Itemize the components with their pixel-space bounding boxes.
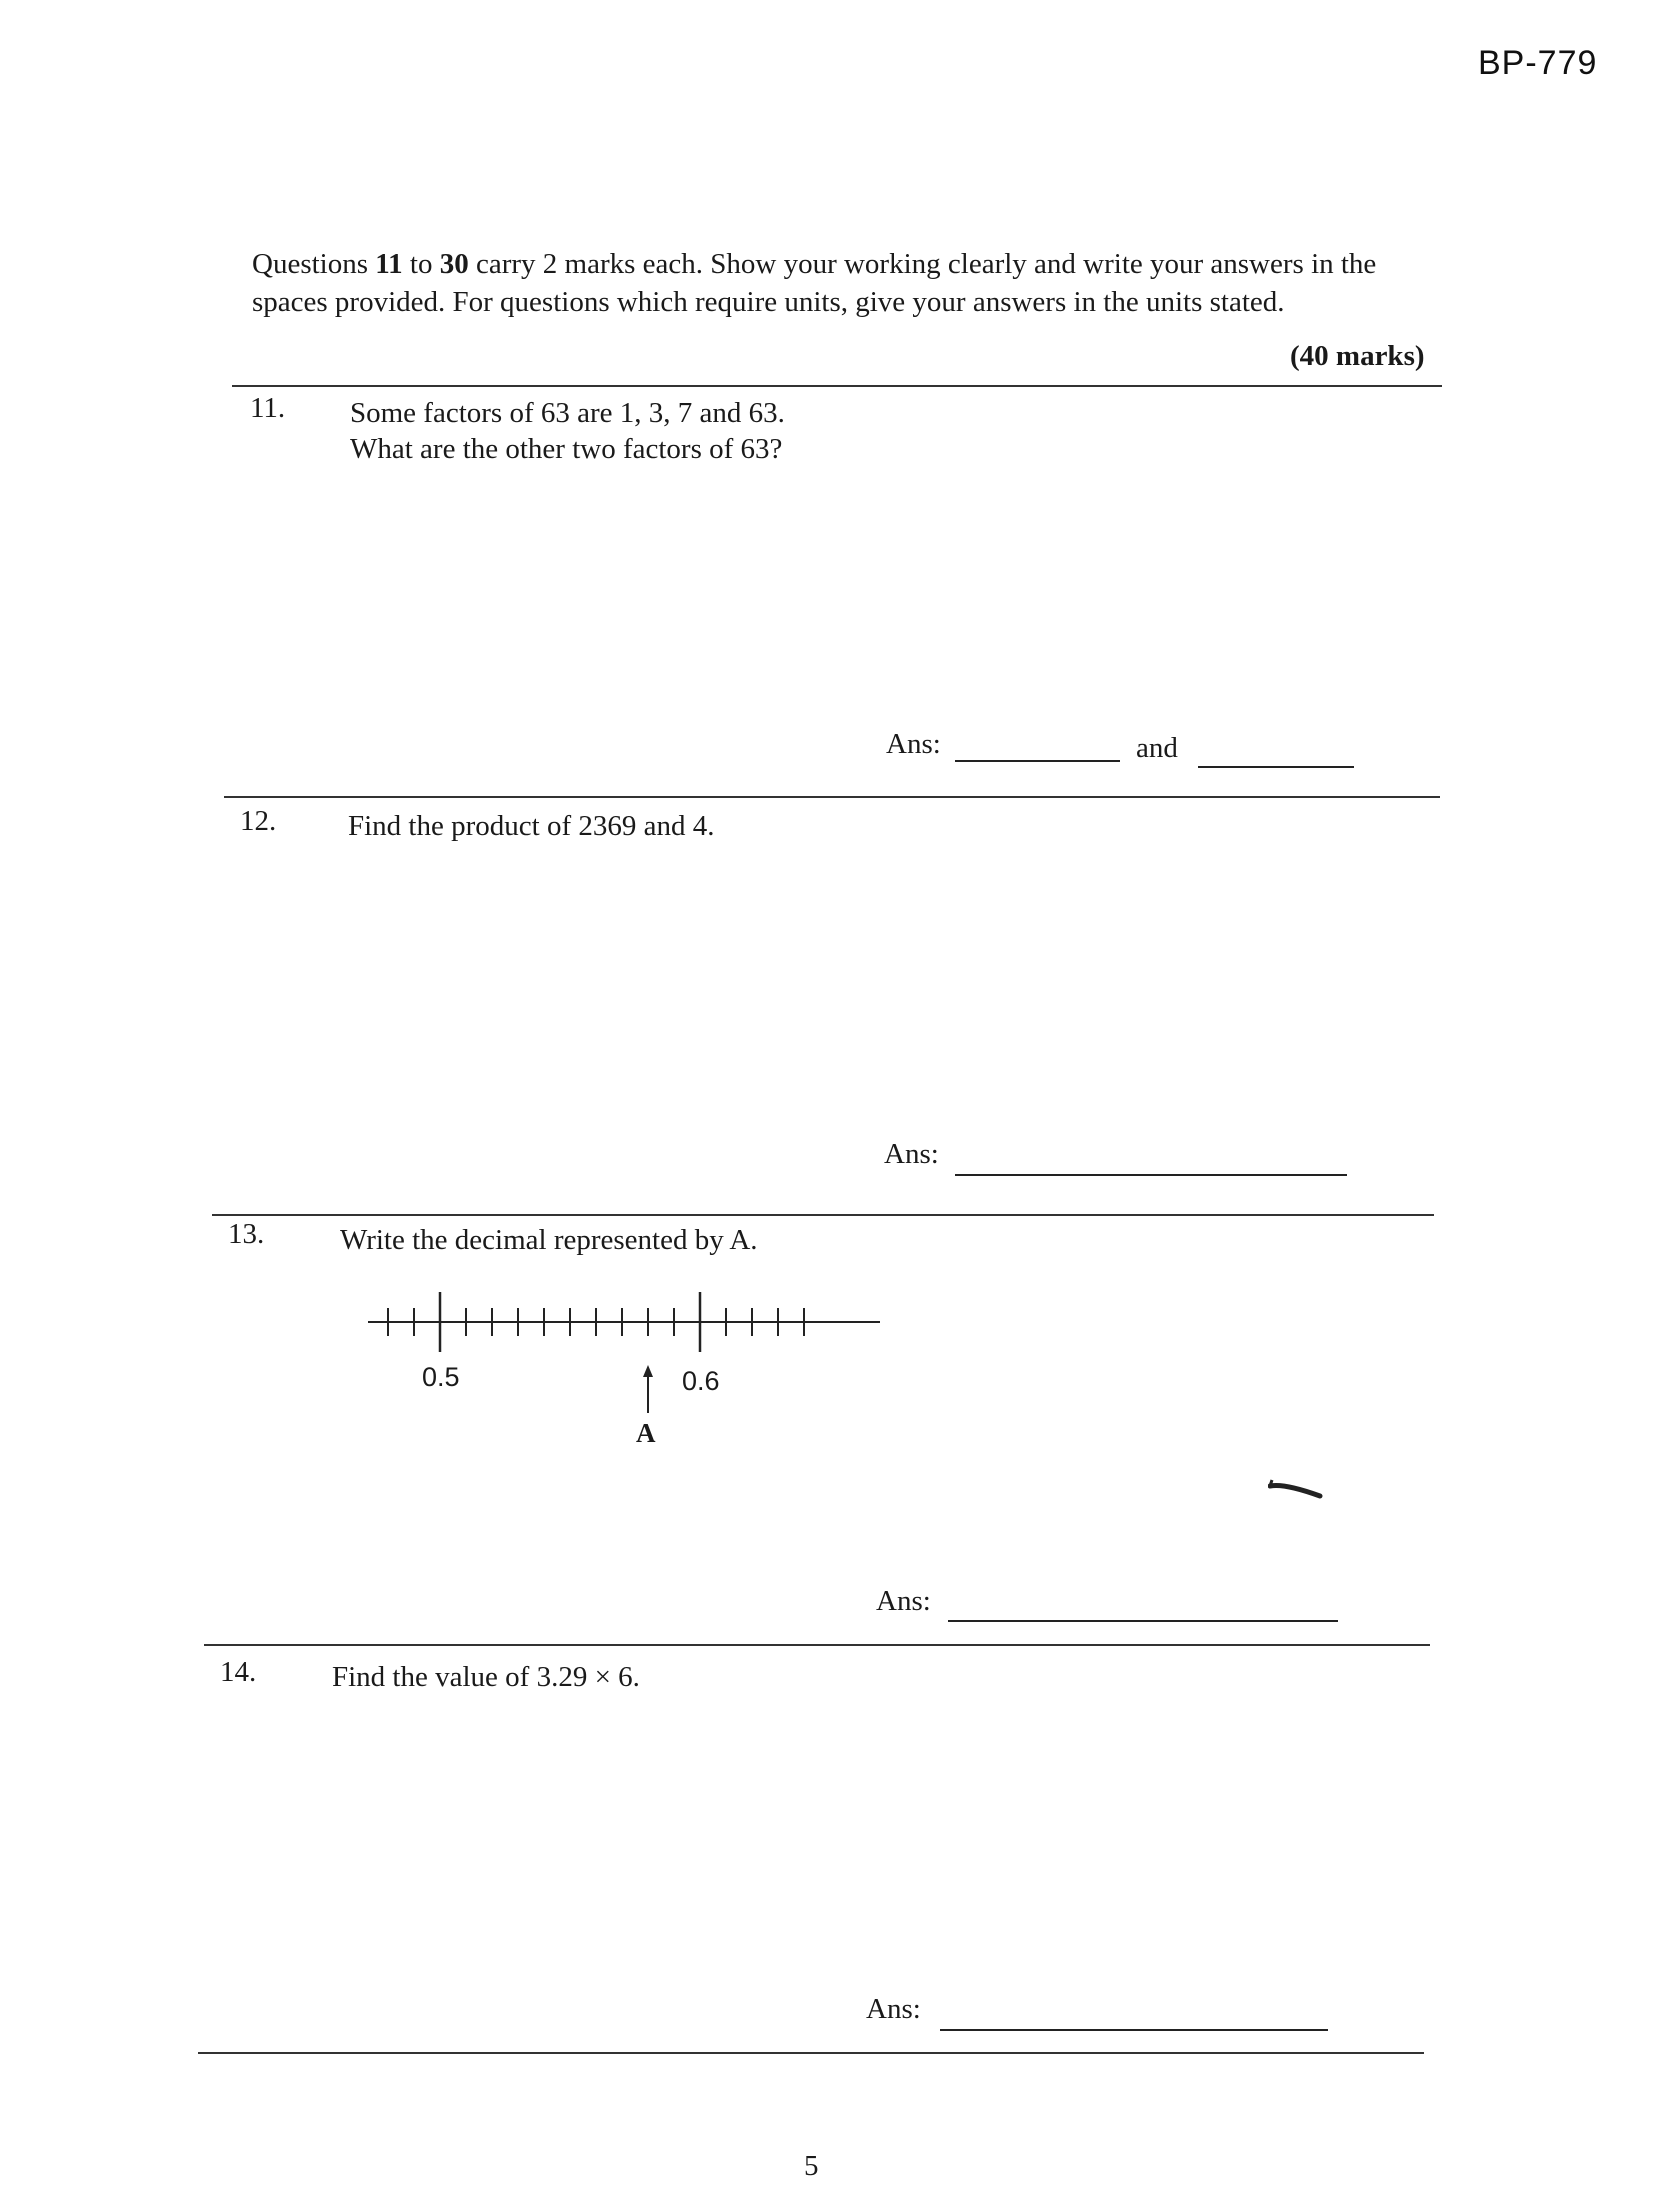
marker-label: A [636,1418,656,1448]
divider [232,385,1442,387]
total-marks: (40 marks) [1290,340,1425,372]
instructions-line-1: Questions 11 to 30 carry 2 marks each. Show your working clearly and write your answers in the [252,248,1377,280]
question-number: 13. [228,1218,265,1250]
answer-label: Ans: [886,728,941,760]
question-text: Find the product of 2369 and 4. [348,810,715,842]
answer-blank[interactable] [955,1174,1347,1176]
number-line-start-label: 0.5 [422,1362,460,1392]
divider [224,796,1440,798]
page-number: 5 [804,2150,819,2182]
answer-label: Ans: [876,1585,931,1617]
instructions [252,245,1452,321]
question-number: 11. [250,392,286,424]
answer-joiner: and [1136,732,1178,764]
pen-mark [1268,1478,1328,1508]
answer-blank[interactable] [948,1620,1338,1622]
document-code: BP-779 [1478,44,1598,82]
question-text: Find the value of 3.29 × 6. [332,1661,640,1693]
answer-blank[interactable] [1198,766,1354,768]
number-line-end-label: 0.6 [682,1366,720,1396]
answer-label: Ans: [866,1993,921,2025]
divider [212,1214,1434,1216]
question-number: 14. [220,1656,257,1688]
marker-arrowhead [643,1365,653,1377]
question-text: Write the decimal represented by A. [340,1224,758,1256]
divider [204,1644,1430,1646]
question-text: Some factors of 63 are 1, 3, 7 and 63. What are the other two factors of 63? [350,397,785,465]
instructions-line-2: spaces provided. For questions which require units, give your answers in the units stated. [252,286,1285,318]
question-number: 12. [240,805,277,837]
answer-label: Ans: [884,1138,939,1170]
question-range-end: 30 [439,248,469,280]
answer-blank[interactable] [940,2029,1328,2031]
question-range-start: 11 [375,248,403,280]
answer-blank[interactable] [955,760,1120,762]
divider [198,2052,1424,2054]
